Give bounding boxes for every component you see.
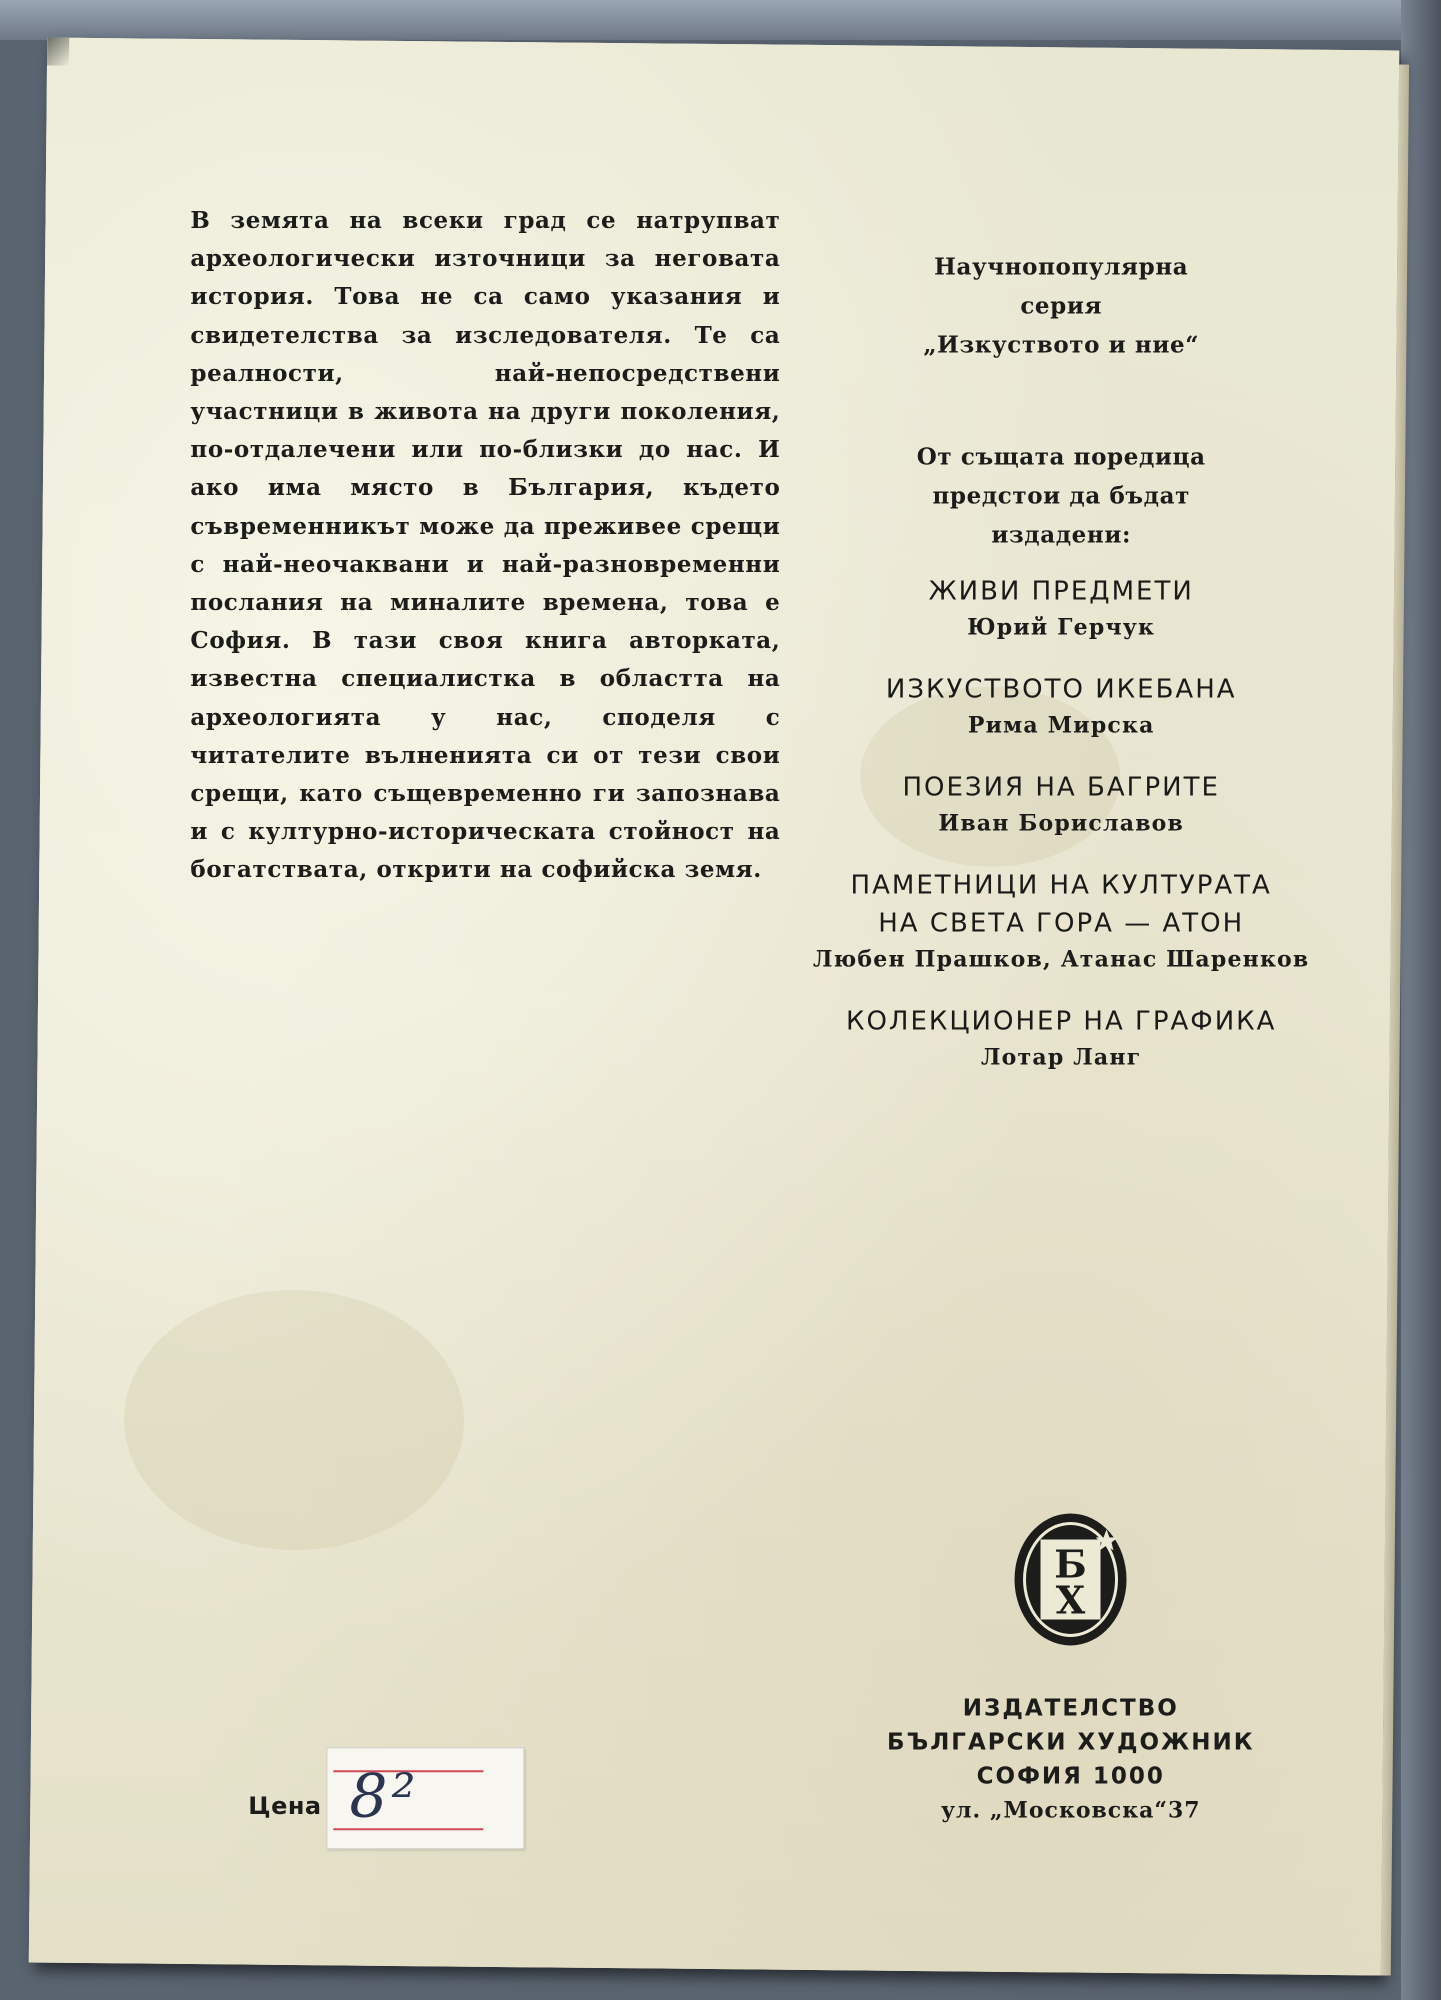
forthcoming-line: предстои да бъдат bbox=[932, 482, 1190, 510]
forthcoming-line: От същата поредица bbox=[916, 443, 1206, 471]
worn-corner bbox=[47, 38, 69, 66]
price-sticker bbox=[326, 1747, 524, 1849]
series-name: „Изкуството и ние“ bbox=[923, 331, 1200, 359]
price-value: 8² bbox=[349, 1761, 420, 1832]
publisher-imprint bbox=[831, 1691, 1311, 1827]
description-paragraph: В земята на всеки град се натрупват археологически източници за неговата история. Това не са само указания и свидетелства за изследователя. Те са реалности, най-непосредствени участници в живота на други поколения, по-отдалечени или по-близки до нас. И ако има място в България, където съвременникът може да преживее срещи с най-неочаквани и най-разновременни послания на миналите времена, това е София. В тази своя книга авторката, известна специалистка в областта на археологията у нас, споделя с читателите вълненията си от тези свои срещи, като същевременно ги запознава и с културно-историческата стойност на богатствата, открити на софийска земя. bbox=[190, 206, 781, 884]
book-title: КОЛЕКЦИОНЕР НА ГРАФИКА bbox=[846, 1006, 1277, 1037]
publisher-line: ИЗДАТЕЛСТВО bbox=[962, 1695, 1179, 1722]
forthcoming-line: издадени: bbox=[991, 521, 1132, 549]
list-item bbox=[781, 768, 1341, 840]
series-line: серия bbox=[1020, 292, 1103, 320]
forthcoming-heading bbox=[781, 437, 1341, 554]
list-item bbox=[781, 866, 1341, 976]
list-item bbox=[781, 572, 1341, 644]
publisher-logo-icon bbox=[1011, 1509, 1131, 1649]
svg-text:Б: Б bbox=[1054, 1541, 1087, 1587]
book-back-cover bbox=[29, 38, 1399, 1976]
series-info bbox=[781, 247, 1341, 364]
book-title: ИЗКУСТВОТО ИКЕБАНА bbox=[885, 674, 1237, 705]
forthcoming-book-list bbox=[781, 572, 1341, 1074]
svg-text:Х: Х bbox=[1055, 1577, 1086, 1623]
book-author: Лотар Ланг bbox=[981, 1044, 1142, 1071]
list-item bbox=[781, 1002, 1341, 1074]
publisher-name: БЪЛГАРСКИ ХУДОЖНИК bbox=[887, 1729, 1255, 1756]
book-author: Иван Бориславов bbox=[938, 810, 1185, 837]
price-label: Цена bbox=[248, 1791, 322, 1820]
book-title: ПАМЕТНИЦИ НА КУЛТУРАТА НА СВЕТА ГОРА — АТОН bbox=[850, 870, 1272, 939]
background-top bbox=[0, 0, 1441, 40]
book-title: ЖИВИ ПРЕДМЕТИ bbox=[928, 576, 1194, 607]
series-line: Научнопопулярна bbox=[934, 253, 1189, 281]
publisher-address: ул. „Московска“37 bbox=[940, 1797, 1201, 1824]
book-title: ПОЕЗИЯ НА БАГРИТЕ bbox=[902, 772, 1220, 803]
publisher-city: СОФИЯ 1000 bbox=[976, 1763, 1165, 1790]
paper-stain bbox=[123, 1288, 465, 1551]
list-item bbox=[781, 670, 1341, 742]
book-author: Любен Прашков, Атанас Шаренков bbox=[813, 946, 1310, 973]
background-right bbox=[1401, 0, 1441, 2000]
book-author: Рима Мирска bbox=[967, 712, 1155, 739]
right-column bbox=[781, 247, 1341, 1100]
book-author: Юрий Герчук bbox=[967, 614, 1156, 641]
